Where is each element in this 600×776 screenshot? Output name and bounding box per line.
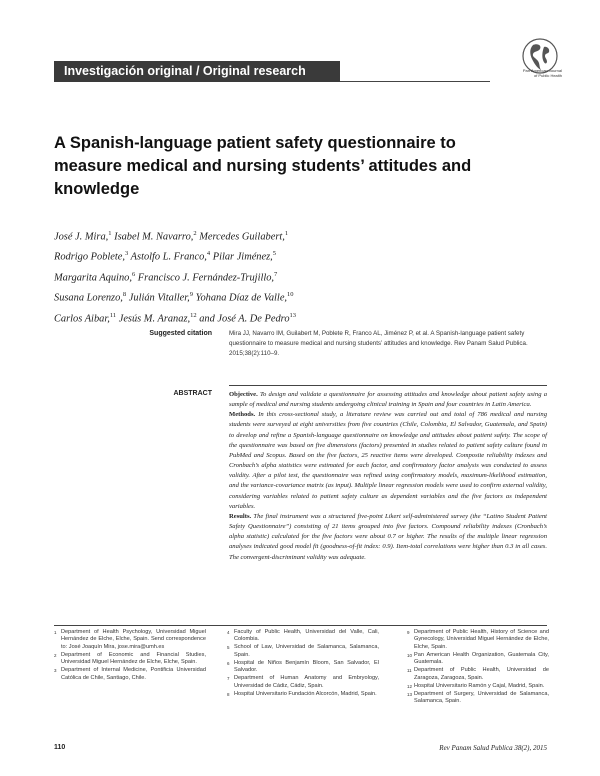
citation-label: Suggested citation (149, 330, 212, 337)
abstract-rule (229, 385, 547, 386)
results-heading: Results. (229, 512, 252, 520)
methods-heading: Methods. (229, 411, 256, 419)
abstract-body (229, 390, 547, 563)
footnote-text: Department of Public Health, History of Science and Gynecology, Universidad Miguel Hernández de Elche, Elche, Spain. (414, 629, 549, 650)
author-name: Julián Vitaller, (128, 292, 190, 304)
author-affiliation: 2 (193, 230, 197, 237)
author-name: and José A. De Pedro (199, 313, 290, 325)
footnote-text: Department of Public Health, Universidad de Zaragoza, Zaragoza, Spain. (414, 667, 549, 681)
citation-text: Mira JJ, Navarro IM, Guilabert M, Poblete R, Franco AL, Jiménez P, et al. A Spanish-language patient safety questionnaire to measure medical and nursing students’ attitudes and knowledge. Rev Panam Salud Publica. 2015;38(2):110–9. (229, 330, 528, 358)
footnote-text: Department of Internal Medicine, Pontificia Universidad Católica de Chile, Santiago, Chile. (61, 667, 206, 681)
author-name: Pilar Jiménez, (212, 251, 273, 263)
footnote-text: Hospital Universitario Fundación Alcorcón, Madrid, Spain. (234, 690, 377, 697)
footnote-text: Department of Surgery, Universidad de Salamanca, Salamanca, Spain. (414, 690, 549, 705)
footnote-number: 10 (407, 652, 413, 658)
footnote-number: 5 (227, 645, 230, 651)
footnote-text: Department of Human Anatomy and Embryology, Universidad de Cádiz, Cádiz, Spain. (234, 675, 379, 689)
footnote (227, 629, 379, 644)
footnote-text: Faculty of Public Health, Universidad del Valle, Cali, Colombia. (234, 629, 379, 643)
footnote-number: 4 (227, 630, 230, 635)
footnote-rule (54, 625, 547, 626)
footnote (407, 629, 549, 651)
footnote-number: 7 (227, 676, 230, 682)
author-name: José J. Mira, (54, 231, 109, 243)
abstract-label: ABSTRACT (173, 390, 212, 397)
footnote-text: Pan American Health Organization, Guatemala City, Guatemala. (414, 651, 549, 666)
footnote (407, 683, 549, 690)
author-name: Margarita Aquino, (54, 272, 132, 284)
author-name: Jesús M. Aranaz, (118, 313, 191, 325)
footnote (54, 652, 206, 667)
article-title: A Spanish-language patient safety questionnaire to measure medical and nursing students’ attitudes and knowledge (54, 134, 472, 198)
journal-citation: Rev Panam Salud Publica 38(2), 2015 (439, 744, 547, 752)
footnote (227, 660, 379, 675)
footnote-number: 8 (227, 691, 230, 697)
footnote (407, 691, 549, 706)
footnote-number: 3 (54, 668, 57, 674)
footnote-column-3 (407, 629, 549, 706)
footnote (54, 629, 206, 651)
author-affiliation: 6 (131, 270, 136, 278)
author-affiliation: 13 (289, 311, 297, 319)
footnote (54, 667, 206, 682)
footnote (407, 652, 549, 667)
footnote (407, 667, 549, 682)
footnote (227, 691, 379, 698)
footnote-number: 2 (54, 652, 57, 658)
footnote-text: Department of Health Psychology, Universidad Miguel Hernández de Elche, Elche, Spain. Send correspondence to: José Joaquín Mira, jose.mira@umh.es (61, 629, 206, 650)
page-number: 110 (54, 744, 66, 751)
footnote-number: 6 (227, 660, 230, 666)
author-name: Rodrigo Poblete, (54, 251, 125, 263)
footnote-number: 13 (407, 691, 413, 697)
footnote-number: 9 (407, 630, 410, 635)
footnote-column-2 (227, 629, 379, 699)
abstract-results (229, 512, 547, 563)
author-name: Isabel M. Navarro, (114, 231, 194, 243)
footnote (227, 644, 379, 659)
journal-mark (502, 68, 562, 78)
author-affiliation: 10 (287, 291, 294, 299)
footnote-text: School of Law, Universidad de Salamanca, Salamanca, Spain. (234, 644, 379, 658)
author-affiliation: 4 (206, 250, 211, 258)
results-text: The final instrument was a structured five-point Likert self-administered survey (the “Latino Student Patient Safety Questionnaire”) consisting of 21 items grouped into five factors. Compound reliability indexes (Cronbach’s alpha statistic) calculated for the five factors were about 0.7 or higher. The results of the multiple linear regression analyses indicated good model fit (goodness-of-fit index: 0.9). Item-total correlations were higher than 0.3 in all cases. The convergent-discriminant validity was adequate. (229, 512, 547, 561)
author-affiliation: 12 (190, 311, 197, 319)
author-affiliation: 11 (109, 311, 117, 319)
footnote-text: Hospital de Niños Benjamín Bloom, San Salvador, El Salvador. (234, 659, 379, 674)
author-list (54, 225, 474, 327)
author-affiliation: 9 (189, 291, 194, 299)
objective-heading: Objective. (229, 391, 258, 398)
abstract-methods (229, 410, 547, 512)
methods-text: In this cross-sectional study, a literature review was carried out and total of 786 medical and nursing students were surveyed at eight universities from five countries (Chile, Colombia, El Salvador, Guatemala, and Spain) to develop and refine a Spanish-language questionnaire on knowledge and attitudes about patient safety. The scope of the questionnaire was based on five dimensions (factors) presented in studies related to patient safety culture found in PubMed and Scopus. Based on the five factors, 25 reactive items were developed. Composite reliability indexes and Cronbach’s alpha statistics were estimated for each factor, and confirmatory factor analysis was conducted to assess validity. After a pilot test, the questionnaire was refined using confirmatory models, maximum-likelihood estimation, and the variance-covariance matrix (as input). Multiple linear regression models were used to confirm external validity, considering variables related to patient safety culture as dependent variables and the five factors as independent variables. (229, 411, 547, 510)
footnote-column-1 (54, 629, 206, 683)
author-affiliation: 3 (125, 250, 129, 258)
section-banner: Investigación original / Original research (54, 61, 340, 82)
objective-text: To design and validate a questionnaire for assessing attitudes and knowledge about patient safety using a sample of medical and nursing students undergoing clinical training in Spain and four countries in Latin America. (229, 391, 548, 409)
footnote-number: 12 (407, 683, 413, 689)
author-affiliation: 7 (274, 270, 278, 278)
author-name: Yohana Díaz de Valle, (195, 292, 288, 304)
author-name: Carlos Aibar, (54, 313, 110, 325)
author-name: Mercedes Guilabert, (199, 231, 285, 243)
author-name: Francisco J. Fernández-Trujillo, (137, 272, 275, 284)
header-rule (340, 81, 490, 82)
journal-mark-line2: of Public Health (533, 73, 562, 78)
author-affiliation: 8 (122, 291, 127, 299)
footnote-text: Hospital Universitario Ramón y Cajal, Madrid, Spain. (414, 682, 545, 689)
footnote-text: Department of Economic and Financial Studies, Universidad Miguel Hernández de Elche, Elche, Spain. (61, 651, 206, 666)
author-affiliation: 1 (108, 230, 112, 237)
footnote-number: 1 (54, 630, 57, 635)
author-affiliation: 5 (272, 250, 277, 258)
author-name: Astolfo L. Franco, (130, 251, 207, 263)
author-affiliation: 1 (284, 230, 289, 237)
journal-mark-line1: Pan American Journal (522, 68, 562, 73)
footnote (227, 675, 379, 690)
footnote-number: 11 (407, 668, 412, 674)
abstract-objective (229, 390, 547, 410)
author-name: Susana Lorenzo, (54, 292, 123, 304)
